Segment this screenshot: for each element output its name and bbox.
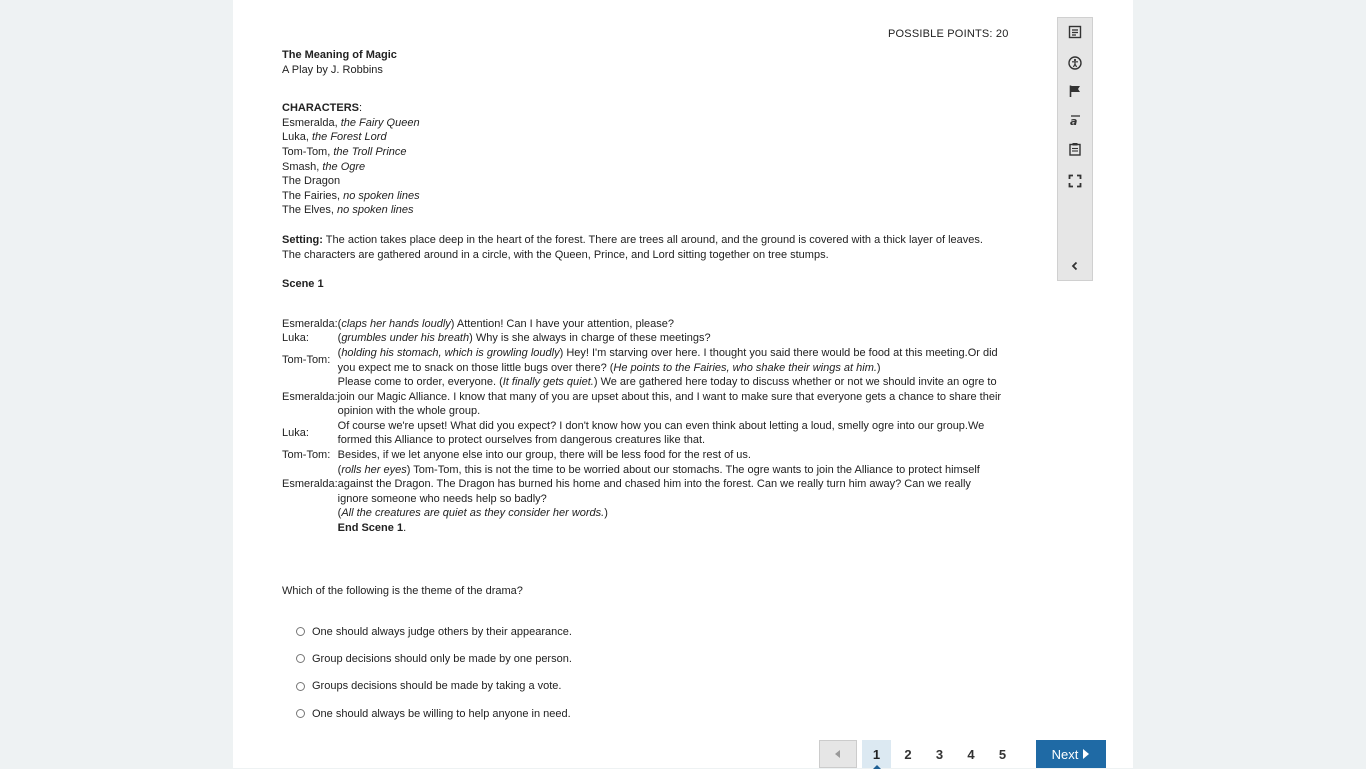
stage-direction: All the creatures are quiet as they consider her words.	[341, 507, 605, 520]
stage-direction: holding his stomach, which is growling loudly	[341, 346, 560, 359]
speaker-name: Luka:	[282, 332, 309, 345]
question-prompt: Which of the following is the theme of the drama?	[282, 585, 523, 597]
line-prefix: Please come to order, everyone. (	[337, 376, 503, 389]
script-line	[282, 506, 1004, 521]
scene-heading: Scene 1	[282, 278, 324, 291]
speaker-name: Esmeralda:	[282, 478, 338, 491]
passage-title: The Meaning of Magic	[282, 49, 397, 61]
script-line	[282, 463, 1004, 507]
chevron-left-icon	[1068, 259, 1082, 273]
stage-direction: grumbles under his breath	[341, 332, 470, 345]
dialogue: Of course we're upset! What did you expect? I don't know how you can even think about letting a loud, smelly ogre into our group.We formed this Alliance to protect ourselves from dangerous creatures like that.	[337, 419, 985, 447]
script-table	[282, 317, 1004, 536]
character-item	[282, 189, 1004, 204]
script-line	[282, 346, 1004, 375]
flag-icon	[1068, 84, 1082, 98]
character-name: The Fairies,	[282, 189, 344, 202]
translate-button[interactable]	[1058, 109, 1092, 131]
character-role: no spoken lines	[343, 189, 420, 202]
page-number-1[interactable]: 1	[862, 740, 891, 768]
character-name: Tom-Tom,	[282, 145, 334, 158]
triangle-right-icon	[1083, 749, 1089, 759]
character-name: Esmeralda,	[282, 116, 341, 129]
speaker-name: Esmeralda:	[282, 390, 338, 403]
character-name: The Elves,	[282, 204, 338, 217]
line-text	[338, 448, 1004, 463]
list-icon	[1068, 25, 1082, 39]
speaker-name: Tom-Tom:	[282, 449, 331, 462]
speaker-name: Esmeralda:	[282, 317, 338, 330]
character-name: Luka,	[282, 131, 312, 144]
page-number-5[interactable]: 5	[998, 746, 1007, 762]
script-line	[282, 331, 1004, 346]
character-item	[282, 174, 1004, 189]
accessibility-button[interactable]	[1058, 52, 1092, 74]
line-text: (claps her hands loudly) Attention! Can I have your attention, please?	[337, 317, 674, 330]
answer-option[interactable]	[296, 673, 572, 700]
character-name: Smash,	[282, 160, 323, 173]
setting-paragraph: Setting: The action takes place deep in the heart of the forest. There are trees all around, and the ground is covered with a thick layer of leaves. The characters are gathered around in a circle, with the Queen, Prince, and Lord sitting together on tree stumps.	[282, 233, 983, 261]
answer-option[interactable]	[296, 645, 572, 672]
dialogue: Hey! I'm starving over here. I thought you said there would be food at this meeting.Or did you expect me to snack on those little bugs over there? (	[337, 346, 998, 374]
previous-button[interactable]	[819, 740, 857, 768]
collapse-toolbar-button[interactable]	[1058, 255, 1092, 277]
stage-direction: claps her hands loudly	[341, 317, 451, 330]
page-number-4[interactable]: 4	[967, 746, 975, 762]
flag-button[interactable]	[1058, 80, 1092, 102]
character-role: the Troll Prince	[333, 145, 407, 158]
script-line	[282, 419, 1004, 448]
answer-option[interactable]	[296, 618, 572, 645]
speaker-name: Luka:	[282, 427, 309, 440]
dialogue: ) We are gathered here today to discuss whether or not we should invite an ogre to join our Magic Alliance. I know that many of you are upset about this, and I want to make sure that everyone gets a chance to share their opinion with the whole group.	[337, 376, 1002, 418]
dialogue: Why is she always in charge of these meetings?	[472, 332, 711, 345]
page-number-2[interactable]: 2	[904, 746, 912, 762]
character-item	[282, 116, 1004, 131]
speaker-name	[282, 506, 338, 521]
end-scene: End Scene 1.	[337, 522, 407, 535]
character-item	[282, 130, 1004, 145]
accessibility-icon	[1068, 56, 1082, 70]
question-pager	[819, 740, 1106, 768]
next-button[interactable]	[1036, 740, 1106, 768]
assessment-page	[233, 0, 1133, 768]
passage	[282, 48, 1004, 536]
stage-direction: rolls her eyes	[341, 463, 407, 476]
line-tail: )	[876, 361, 881, 374]
line-text	[338, 375, 1004, 419]
item-list-button[interactable]	[1058, 21, 1092, 43]
dialogue: Besides, if we let anyone else into our group, there will be less food for the rest of us.	[337, 449, 751, 462]
answer-option-label: Group decisions should only be made by one person.	[312, 652, 572, 665]
character-item	[282, 145, 1004, 160]
character-role: no spoken lines	[337, 204, 414, 217]
script-line	[282, 317, 1004, 332]
character-name: The Dragon	[282, 175, 341, 188]
answer-option-label: One should always judge others by their appearance.	[312, 625, 572, 638]
radio-button[interactable]	[296, 709, 305, 718]
dialogue: Tom-Tom, this is not the time to be worried about our stomachs. The ogre wants to join the Alliance to protect himself against the Dragon. The Dragon has burned his home and chased him into the forest. Can we really turn him away? Can we really ignore someone who needs help so badly?	[337, 463, 980, 505]
characters-list	[282, 116, 1004, 218]
end-scene-label: End Scene 1	[337, 522, 404, 535]
passage-byline: A Play by J. Robbins	[282, 63, 383, 76]
character-item	[282, 203, 1004, 218]
svg-text:a: a	[1070, 115, 1078, 127]
fullscreen-icon	[1068, 174, 1082, 188]
possible-points: POSSIBLE POINTS: 20	[888, 28, 1009, 40]
character-role: the Forest Lord	[311, 131, 387, 144]
script-line	[282, 375, 1004, 419]
answer-option-label: Groups decisions should be made by taking a vote.	[312, 680, 562, 693]
answer-options	[296, 618, 572, 727]
tools-toolbar	[1057, 17, 1093, 281]
fullscreen-button[interactable]	[1058, 170, 1092, 192]
dialogue: Attention! Can I have your attention, please?	[454, 317, 674, 330]
radio-button[interactable]	[296, 627, 305, 636]
page-number-3[interactable]: 3	[935, 746, 944, 762]
radio-button[interactable]	[296, 654, 305, 663]
line-text: (holding his stomach, which is growling loudly) Hey! I'm starving over here. I thought you said there would be food at this meeting.Or did you expect me to snack on those little bugs over there? (He points to the Fairies, who shake their wings at him.)	[337, 346, 998, 374]
stage-direction: It finally gets quiet.	[502, 376, 594, 389]
page-numbers	[862, 740, 1020, 768]
character-item	[282, 160, 1004, 175]
translate-icon	[1068, 113, 1082, 127]
notepad-button[interactable]	[1058, 138, 1092, 160]
line-text: (All the creatures are quiet as they consider her words.)	[337, 507, 608, 520]
line-text: (rolls her eyes) Tom-Tom, this is not the time to be worried about our stomachs. The ogre wants to join the Alliance to protect himself against the Dragon. The Dragon has burned his home and chased him into the forest. Can we really turn him away? Can we really ignore someone who needs help so badly?	[337, 463, 980, 505]
clipboard-icon	[1068, 142, 1082, 156]
next-label: Next	[1051, 746, 1079, 762]
answer-option-label: One should always be willing to help anyone in need.	[312, 707, 571, 720]
line-text: (grumbles under his breath) Why is she always in charge of these meetings?	[337, 332, 711, 345]
radio-button[interactable]	[296, 682, 305, 691]
triangle-left-icon	[833, 749, 843, 759]
answer-option[interactable]	[296, 700, 572, 727]
stage-direction: He points to the Fairies, who shake their wings at him.	[613, 361, 877, 374]
characters-heading: CHARACTERS:	[282, 102, 363, 115]
speaker-name: Tom-Tom:	[282, 354, 331, 367]
character-role: the Ogre	[322, 160, 366, 173]
line-text	[338, 419, 1004, 448]
end-scene-row	[282, 521, 1004, 536]
character-role: the Fairy Queen	[340, 116, 420, 129]
script-line	[282, 448, 1004, 463]
